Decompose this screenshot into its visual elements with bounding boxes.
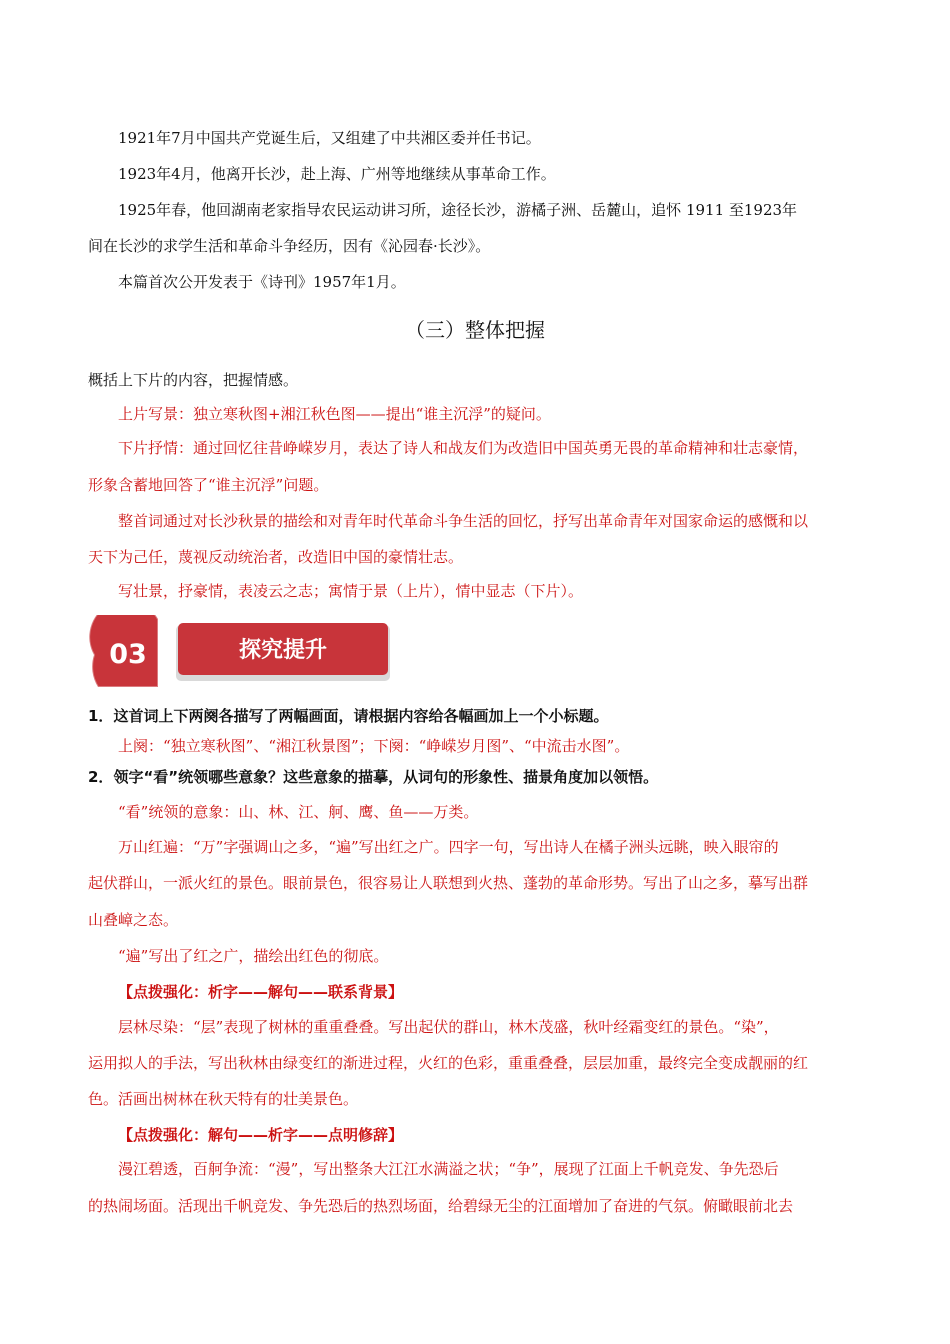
history-line-publication: 本篇首次公开发表于《诗刊》1957年1月。: [118, 273, 406, 291]
history-line-1923: 1923年4月，他离开长沙，赴上海、广州等地继续从事革命工作。: [118, 165, 556, 183]
answer-wanshan: 万山红遍：“万”字强调山之多，“遍”写出红之广。四字一句，写出诗人在橘子洲头远眺，映入眼帘的: [118, 838, 779, 856]
question-1: [88, 706, 868, 726]
question-2: [88, 767, 868, 787]
answer-kan-images: “看”统领的意象：山、林、江、舸、鹰、鱼——万类。: [118, 803, 479, 821]
history-line-1925: 1925年春，他回湖南老家指导农民运动讲习所，途径长沙，游橘子洲、岳麓山，追怀 1911 至1923年: [118, 201, 798, 219]
answer-summary: 整首词通过对长沙秋景的描绘和对青年时代革命斗争生活的回忆，抒写出革命青年对国家命运的感慨和以: [118, 512, 809, 530]
question-1-number: 1．: [88, 707, 114, 725]
section-three-title: （三）整体把握: [405, 318, 545, 342]
history-line-continuation: 间在长沙的求学生活和革命斗争经历，因有《沁园春·长沙》。: [88, 237, 491, 255]
answer-cenglin: 层林尽染：“层”表现了树林的重重叠叠。写出起伏的群山，林木茂盛，秋叶经霜变红的景色。“染”，: [118, 1018, 779, 1036]
question-1-text: 这首词上下两阕各描写了两幅画面，请根据内容给各幅画加上一个小标题。: [113, 707, 609, 725]
tip-1: 【点拨强化：析字——解句——联系背景】: [118, 983, 404, 1001]
section-banner: [88, 615, 393, 695]
question-2-text: 领字“看”统领哪些意象？这些意象的描摹，从词句的形象性、描景角度加以领悟。: [113, 768, 659, 786]
banner-title: 探究提升: [238, 638, 328, 663]
answer-manjiang: 漫江碧透，百舸争流：“漫”，写出整条大江江水满溢之状；“争”，展现了江面上千帆竞发、争先恐后: [118, 1160, 779, 1178]
tip-2: 【点拨强化：解句——析字——点明修辞】: [118, 1126, 404, 1144]
question-1-answer: 上阕：“独立寒秋图”、“湘江秋景图”；下阕：“峥嵘岁月图”、“中流击水图”。: [118, 737, 630, 755]
answer-wanshan-cont-1: 起伏群山，一派火红的景色。眼前景色，很容易让人联想到火热、蓬勃的革命形势。写出了山之多，摹写出群: [88, 874, 809, 892]
section-three-prompt: 概括上下片的内容，把握情感。: [88, 371, 299, 389]
history-line-1921: 1921年7月中国共产党诞生后，又组建了中共湘区委并任书记。: [118, 129, 541, 147]
banner-number: 03: [109, 639, 147, 670]
answer-wanshan-cont-2: 山叠嶂之态。: [88, 911, 179, 929]
answer-cenglin-cont-1: 运用拟人的手法，写出秋林由绿变红的渐进过程，火红的色彩，重重叠叠，层层加重，最终完全变成靓丽的红: [88, 1054, 809, 1072]
answer-upper-part: 上片写景：独立寒秋图+湘江秋色图——提出“谁主沉浮”的疑问。: [118, 405, 551, 423]
answer-bian: “遍”写出了红之广，描绘出红色的彻底。: [118, 947, 389, 965]
question-2-number: 2．: [88, 768, 114, 786]
answer-manjiang-cont: 的热闹场面。活现出千帆竞发、争先恐后的热烈场面，给碧绿无尘的江面增加了奋进的气氛。俯瞰眼前北去: [88, 1197, 794, 1215]
answer-cenglin-cont-2: 色。活画出树林在秋天特有的壮美景色。: [88, 1090, 359, 1108]
answer-summary-cont: 天下为己任，蔑视反动统治者，改造旧中国的豪情壮志。: [88, 548, 464, 566]
answer-lower-part-cont: 形象含蓄地回答了“谁主沉浮”问题。: [88, 476, 329, 494]
answer-conclusion: 写壮景，抒豪情，表凌云之志；寓情于景（上片），情中显志（下片）。: [118, 582, 584, 600]
answer-lower-part: 下片抒情：通过回忆往昔峥嵘岁月，表达了诗人和战友们为改造旧中国英勇无畏的革命精神和壮志豪情，: [118, 439, 809, 457]
